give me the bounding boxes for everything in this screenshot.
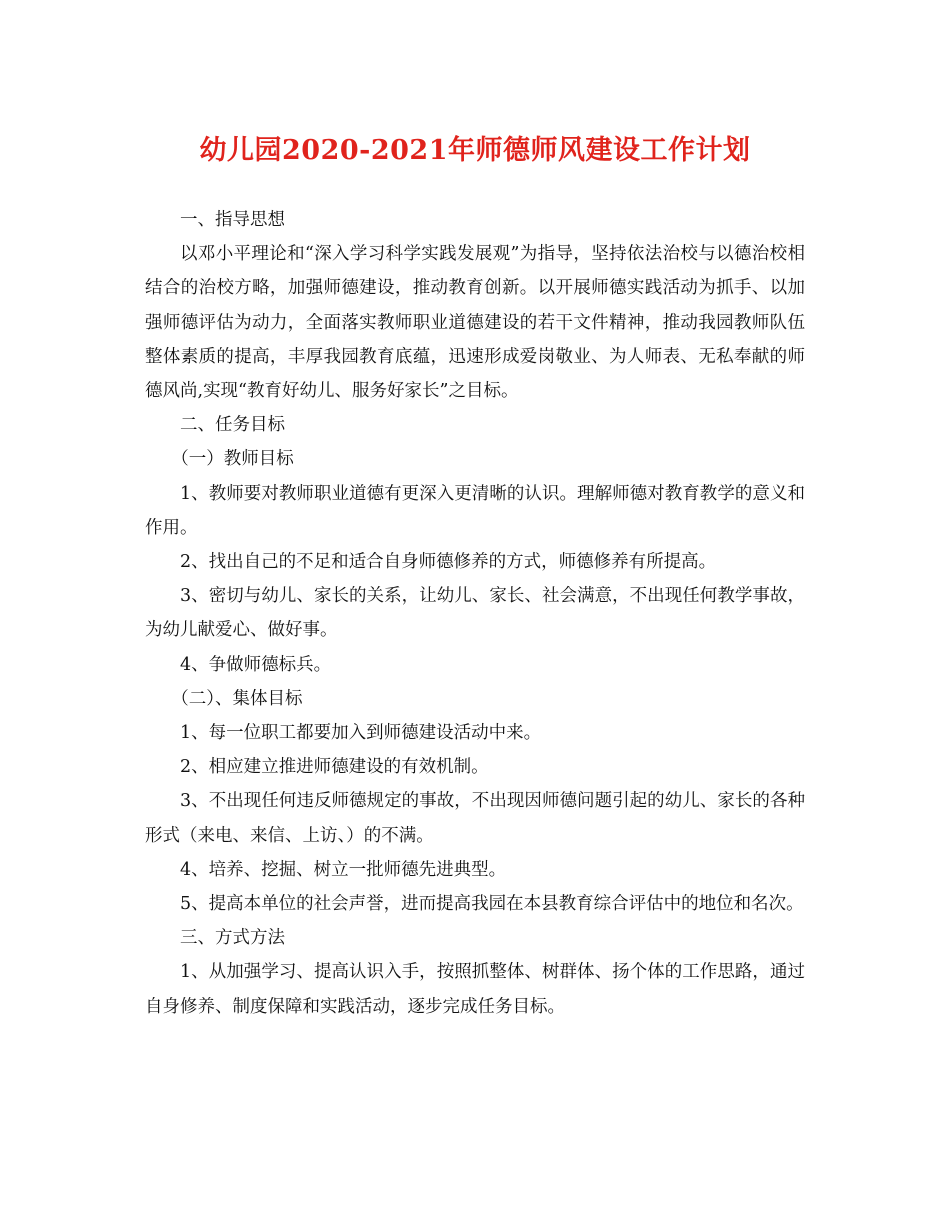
list-item-collective-goal-4: 4、培养、挖掘、树立一批师德先进典型。 xyxy=(180,859,507,880)
list-item-method-1: 1、从加强学习、提高认识入手，按照抓整体、树群体、扬个体的工作思路，通过自身修养、制度保障和实践活动，逐步完成任务目标。 xyxy=(145,962,805,1017)
list-item-collective-goal-5: 5、提高本单位的社会声誉，进而提高我园在本县教育综合评估中的地位和名次。 xyxy=(180,894,804,915)
list-item-teacher-goal-1: 1、教师要对教师职业道德有更深入更清晰的认识。理解师德对教育教学的意义和作用。 xyxy=(145,483,805,538)
paragraph-guiding-ideology: 以邓小平理论和“深入学习科学实践发展观”为指导，坚持依法治校与以德治校相结合的治校方略，加强师德建设，推动教育创新。以开展师德实践活动为抓手、以加强师德评估为动力，全面落实教师职业道德建设的若干文件精神，推动我园教师队伍整体素质的提高，丰厚我园教育底蕴，迅速形成爱岗敬业、为人师表、无私奉献的师德风尚,实现“教育好幼儿、服务好家长”之目标。 xyxy=(145,244,805,402)
document-body xyxy=(145,203,805,1024)
document-title: 幼儿园2020-2021年师德师风建设工作计划 xyxy=(199,135,751,166)
list-item-collective-goal-2: 2、相应建立推进师德建设的有效机制。 xyxy=(180,757,489,778)
section-heading-guiding-ideology: 一、指导思想 xyxy=(180,210,285,230)
list-item-teacher-goal-2: 2、找出自己的不足和适合自身师德修养的方式，师德修养有所提高。 xyxy=(180,552,717,573)
list-item-collective-goal-3: 3、不出现任何违反师德规定的事故，不出现因师德问题引起的幼儿、家长的各种形式（来电、来信、上访、）的不满。 xyxy=(145,791,805,846)
subsection-heading-collective-goals: （二）、集体目标 xyxy=(171,688,303,709)
subsection-heading-teacher-goals: （一）教师目标 xyxy=(171,449,294,470)
list-item-teacher-goal-4: 4、争做师德标兵。 xyxy=(180,654,332,675)
section-heading-methods: 三、方式方法 xyxy=(180,928,285,949)
list-item-teacher-goal-3: 3、密切与幼儿、家长的关系，让幼儿、家长、社会满意，不出现任何教学事故，为幼儿献爱心、做好事。 xyxy=(145,586,805,641)
list-item-collective-goal-1: 1、每一位职工都要加入到师德建设活动中来。 xyxy=(180,723,542,744)
section-heading-task-goals: 二、任务目标 xyxy=(180,415,285,436)
